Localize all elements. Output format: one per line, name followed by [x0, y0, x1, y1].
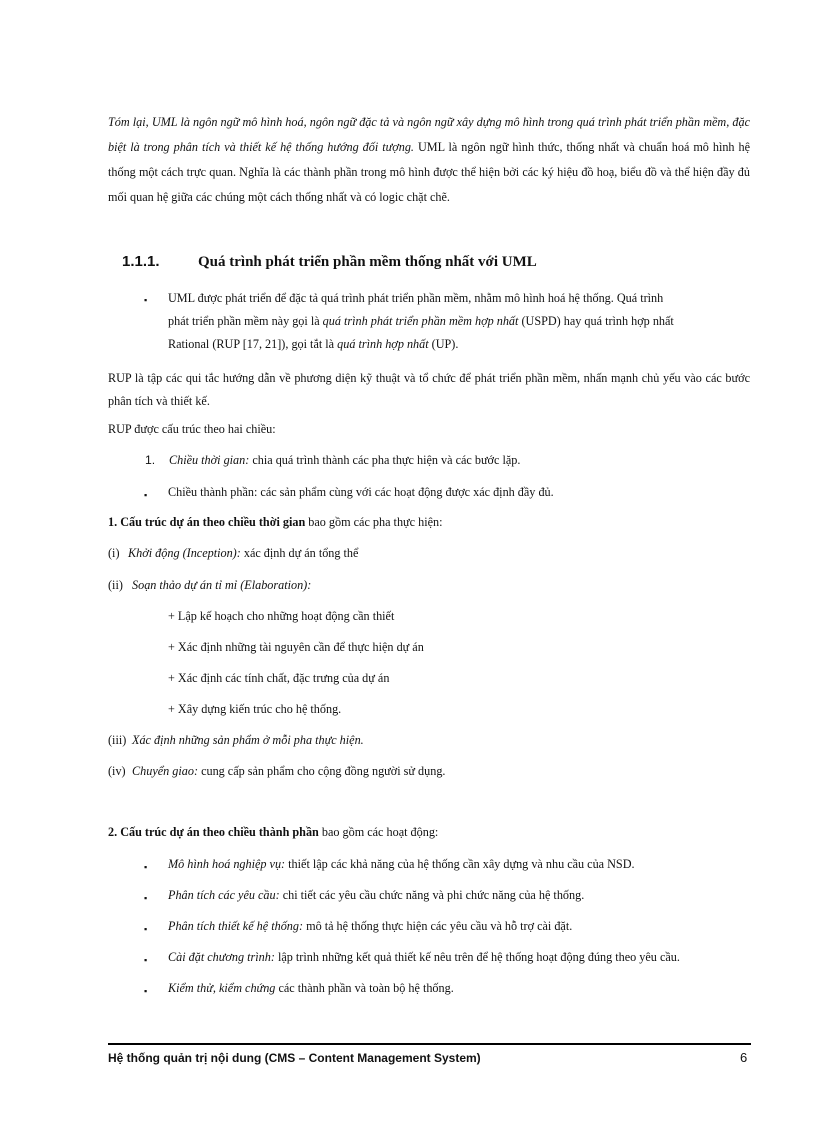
phase-3-number: (iii) [108, 733, 127, 747]
sub-item: + Xây dựng kiến trúc cho hệ thống. [168, 702, 342, 716]
uml-line3-b: (UP). [428, 337, 459, 351]
bullet-icon: ▪ [144, 986, 148, 996]
section-title: Quá trình phát triển phần mềm thống nhất với UML [198, 254, 537, 270]
bullet-icon: ▪ [144, 490, 148, 500]
phase-3-label: Xác định những sản phẩm ở mỗi pha thực hiện. [132, 733, 364, 747]
phase-4 [108, 764, 445, 779]
dimension-1-label: Chiều thời gian: [169, 453, 250, 467]
time-structure-heading [108, 515, 442, 530]
uml-line3-a: Rational (RUP [17, 21]), gọi tắt là [168, 337, 338, 351]
sub-item: + Xác định những tài nguyên cần để thực hiện dự án [168, 640, 424, 654]
activity-item [168, 919, 572, 934]
section-number: 1.1.1. [122, 253, 160, 270]
activity-text: chi tiết các yêu cầu chức năng và phi chức năng của hệ thống. [279, 888, 585, 902]
comp-heading-rest: bao gồm các hoạt động: [318, 825, 439, 839]
activity-item [168, 950, 680, 965]
intro-italic: Tóm lại, UML là ngôn ngữ mô hình hoá, ngôn ngữ đặc tả và ngôn ngữ xây dựng mô hình trong quá trình phát triển phần mềm, đặc biệt là trong phân tích và thiết kế hệ thống hướng đối tượng. [108, 115, 750, 154]
rup-structure-line: RUP được cấu trúc theo hai chiều: [108, 422, 276, 436]
footer-title: Hệ thống quản trị nội dung (CMS – Content Management System) [108, 1051, 481, 1065]
activity-label: Cài đặt chương trình: [168, 950, 275, 964]
uml-line2-italic: quá trình phát triển phần mềm hợp nhất [322, 314, 519, 328]
time-heading-rest: bao gồm các pha thực hiện: [305, 515, 443, 529]
dimension-1-text: chia quá trình thành các pha thực hiện và các bước lặp. [249, 453, 521, 467]
uml-line2-a: phát triển phần mềm này gọi là [168, 314, 323, 328]
phase-4-label: Chuyển giao: [132, 764, 199, 778]
activity-item [168, 888, 584, 903]
dimension-2: Chiều thành phần: các sản phẩm cùng với các hoạt động được xác định đầy đủ. [168, 485, 554, 499]
activity-text: các thành phần và toàn bộ hệ thống. [275, 981, 454, 995]
uml-line3-italic: quá trình hợp nhất [337, 337, 429, 351]
activity-text: lập trình những kết quả thiết kế nêu trên để hệ thống hoạt động đúng theo yêu cầu. [274, 950, 680, 964]
component-structure-heading [108, 825, 438, 840]
uml-line1-text: UML được phát triển để đặc tả quá trình phát triển phần mềm, nhằm mô hình hoá hệ thống. Quá trình [168, 291, 664, 305]
bullet-icon: ▪ [144, 295, 148, 305]
intro-paragraph [108, 110, 750, 210]
time-heading-bold: 1. Cấu trúc dự án theo chiều thời gian [108, 515, 306, 529]
activity-label: Phân tích các yêu cầu: [168, 888, 280, 902]
activity-item [168, 981, 454, 996]
dimension-1-number: 1. [145, 453, 156, 467]
sub-item: + Xác định các tính chất, đặc trưng của dự án [168, 671, 390, 685]
phase-1-number: (i) [108, 546, 120, 560]
activity-label: Mô hình hoá nghiệp vụ: [168, 857, 286, 871]
phase-1 [108, 546, 358, 561]
footer-divider [108, 1043, 751, 1045]
activity-item [168, 857, 635, 872]
phase-2 [108, 578, 311, 593]
phase-1-text: xác định dự án tổng thể [240, 546, 359, 560]
uml-line2-b: (USPD) hay quá trình hợp nhất [518, 314, 674, 328]
comp-heading-bold: 2. Cấu trúc dự án theo chiều thành phần [108, 825, 319, 839]
phase-4-text: cung cấp sản phẩm cho cộng đồng người sử dụng. [198, 764, 446, 778]
rup-paragraph: RUP là tập các qui tắc hướng dẫn về phương diện kỹ thuật và tổ chức để phát triển phần mềm, nhấn mạnh chủ yếu vào các bước phân tích và thiết kế. [108, 371, 750, 408]
page-number: 6 [740, 1050, 748, 1065]
activity-label: Kiểm thử, kiểm chứng [168, 981, 276, 995]
phase-4-number: (iv) [108, 764, 126, 778]
section-heading [122, 253, 537, 271]
bullet-icon: ▪ [144, 924, 148, 934]
bullet-icon: ▪ [144, 955, 148, 965]
bullet-icon: ▪ [144, 893, 148, 903]
activity-label: Phân tích thiết kế hệ thống: [168, 919, 304, 933]
intro-text: UML là ngôn ngữ hình thức, thống nhất và chuẩn hoá mô hình hệ thống một cách trực quan. Nghĩa là các thành phần trong mô hình được thể hiện bởi các ký hiệu đồ hoạ, biểu đồ và thể hiện đầy đủ mối quan hệ giữa các chúng một cách thống nhất và có logic chặt chẽ. [108, 140, 750, 204]
phase-2-label: Soạn thảo dự án tỉ mỉ (Elaboration): [132, 578, 312, 592]
dimension-1 [145, 453, 520, 468]
sub-item: + Lập kế hoạch cho những hoạt động cần thiết [168, 609, 395, 623]
uml-bullet-line-1 [168, 291, 663, 306]
bullet-icon: ▪ [144, 862, 148, 872]
phase-3 [108, 733, 364, 748]
phase-1-label: Khởi động (Inception): [128, 546, 241, 560]
uml-bullet-line-2 [168, 314, 674, 329]
phase-2-number: (ii) [108, 578, 123, 592]
activity-text: mô tả hệ thống thực hiện các yêu cầu và hỗ trợ cài đặt. [303, 919, 573, 933]
uml-bullet-line-3 [168, 337, 458, 352]
activity-text: thiết lập các khả năng của hệ thống cần xây dựng và nhu cầu của NSD. [285, 857, 635, 871]
